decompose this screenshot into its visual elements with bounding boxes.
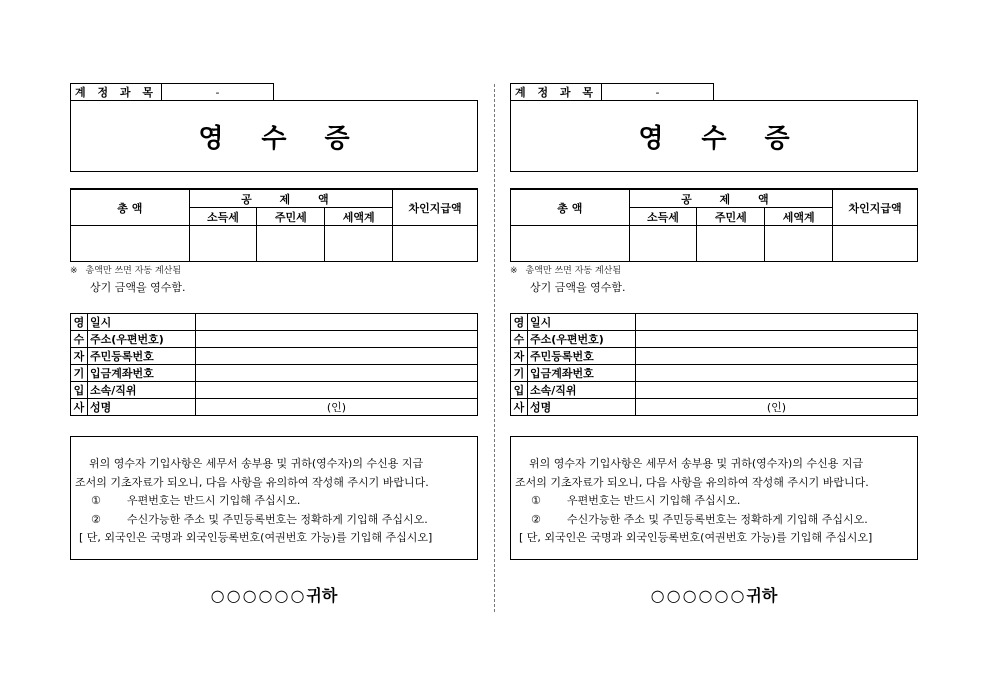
address-label: 주소(우편번호) <box>528 331 636 348</box>
addressee-suffix: 귀하 <box>746 586 778 605</box>
addressee <box>70 583 478 606</box>
cut-line <box>494 84 495 612</box>
account-subject-field[interactable]: - <box>655 85 660 99</box>
address-field[interactable] <box>196 331 478 348</box>
recipient-info-table <box>70 313 478 416</box>
auto-calc-note <box>70 263 181 276</box>
instruction-item <box>511 492 917 511</box>
tax-total-header: 세액계 <box>765 208 833 226</box>
date-label: 일시 <box>528 314 636 331</box>
resident-tax-field[interactable] <box>257 226 325 262</box>
affiliation-label: 소속/직위 <box>528 382 636 399</box>
net-payment-header: 차인지급액 <box>833 189 918 226</box>
receipt-title: 영수증 <box>198 123 388 154</box>
name-field[interactable]: (인) <box>196 399 478 416</box>
resident-tax-header: 주민세 <box>697 208 765 226</box>
recipient-side-char: 입 <box>511 382 528 399</box>
recipient-side-char: 영 <box>71 314 88 331</box>
recipient-side-char: 사 <box>71 399 88 416</box>
net-payment-field[interactable] <box>393 226 478 262</box>
resident-number-field[interactable] <box>636 348 918 365</box>
affiliation-field[interactable] <box>196 382 478 399</box>
instructions-box <box>70 436 478 560</box>
item-number: ② <box>91 512 101 526</box>
date-label: 일시 <box>88 314 196 331</box>
resident-tax-field[interactable] <box>697 226 765 262</box>
item-number: ① <box>531 494 541 507</box>
resident-number-label: 주민등록번호 <box>88 348 196 365</box>
instruction-line: 위의 영수자 기입사항은 세무서 송부용 및 귀하(영수자)의 수신용 지급 <box>89 457 424 470</box>
recipient-side-char: 기 <box>511 365 528 382</box>
address-field[interactable] <box>636 331 918 348</box>
receipt-confirmation: 상기 금액을 영수함. <box>90 281 186 294</box>
date-field[interactable] <box>636 314 918 331</box>
addressee-placeholder[interactable]: ○○○○○○ <box>210 586 307 605</box>
instruction-line: 조서의 기초자료가 되오니, 다음 사항을 유의하여 작성해 주시기 바랍니다. <box>75 475 429 489</box>
instruction-line: [ 단, 외국인은 국명과 외국인등록번호(여권번호 가능)를 기입해 주십시오] <box>79 531 433 544</box>
receipt-title-box <box>510 100 918 172</box>
instruction-line: 위의 영수자 기입사항은 세무서 송부용 및 귀하(영수자)의 수신용 지급 <box>529 457 864 470</box>
net-payment-header: 차인지급액 <box>393 189 478 226</box>
auto-calc-note <box>510 263 621 276</box>
instruction-line: 조서의 기초자료가 되오니, 다음 사항을 유의하여 작성해 주시기 바랍니다. <box>515 475 869 489</box>
bank-account-label: 입금계좌번호 <box>528 365 636 382</box>
account-subject-field[interactable]: - <box>215 85 220 99</box>
addressee-suffix: 귀하 <box>306 586 338 605</box>
bank-account-field[interactable] <box>636 365 918 382</box>
name-label: 성명 <box>528 399 636 416</box>
account-subject-label: 계 정 과 목 <box>71 84 162 100</box>
item-number: ② <box>531 512 541 526</box>
instruction-item <box>511 511 917 530</box>
amount-table <box>510 188 918 262</box>
name-label: 성명 <box>88 399 196 416</box>
resident-tax-header: 주민세 <box>257 208 325 226</box>
receipt-confirmation: 상기 금액을 영수함. <box>530 281 626 294</box>
recipient-side-char: 수 <box>71 331 88 348</box>
receipt-title: 영수증 <box>638 123 828 154</box>
item-number: ① <box>91 494 101 507</box>
recipient-side-char: 수 <box>511 331 528 348</box>
total-amount-header: 총 액 <box>511 189 630 226</box>
addressee-placeholder[interactable]: ○○○○○○ <box>650 586 747 605</box>
net-payment-field[interactable] <box>833 226 918 262</box>
tax-total-header: 세액계 <box>325 208 393 226</box>
instruction-item <box>71 492 477 511</box>
instruction-item <box>71 511 477 530</box>
instruction-line: [ 단, 외국인은 국명과 외국인등록번호(여권번호 가능)를 기입해 주십시오] <box>519 531 873 544</box>
total-amount-field[interactable] <box>71 226 190 262</box>
receipt-title-box <box>70 100 478 172</box>
recipient-side-char: 자 <box>511 348 528 365</box>
account-subject-label: 계 정 과 목 <box>511 84 602 100</box>
addressee <box>510 583 918 606</box>
address-label: 주소(우편번호) <box>88 331 196 348</box>
resident-number-label: 주민등록번호 <box>528 348 636 365</box>
account-subject-box <box>70 83 274 101</box>
date-field[interactable] <box>196 314 478 331</box>
recipient-side-char: 영 <box>511 314 528 331</box>
deduction-header: 공 제 액 <box>629 189 833 208</box>
income-tax-header: 소득세 <box>189 208 257 226</box>
total-amount-field[interactable] <box>511 226 630 262</box>
tax-total-field[interactable] <box>765 226 833 262</box>
affiliation-field[interactable] <box>636 382 918 399</box>
receipt-form <box>70 83 478 613</box>
item-text: 우편번호는 반드시 기입해 주십시오. <box>567 494 741 507</box>
income-tax-header: 소득세 <box>629 208 697 226</box>
name-field[interactable]: (인) <box>636 399 918 416</box>
tax-total-field[interactable] <box>325 226 393 262</box>
bank-account-field[interactable] <box>196 365 478 382</box>
item-text: 우편번호는 반드시 기입해 주십시오. <box>127 494 301 507</box>
recipient-side-char: 기 <box>71 365 88 382</box>
income-tax-field[interactable] <box>189 226 257 262</box>
resident-number-field[interactable] <box>196 348 478 365</box>
deduction-header: 공 제 액 <box>189 189 393 208</box>
recipient-info-table <box>510 313 918 416</box>
affiliation-label: 소속/직위 <box>88 382 196 399</box>
receipt-form-copy <box>510 83 918 613</box>
recipient-side-char: 자 <box>71 348 88 365</box>
instructions-box <box>510 436 918 560</box>
income-tax-field[interactable] <box>629 226 697 262</box>
note-mark: ※ <box>510 266 518 276</box>
total-amount-header: 총 액 <box>71 189 190 226</box>
bank-account-label: 입금계좌번호 <box>88 365 196 382</box>
recipient-side-char: 사 <box>511 399 528 416</box>
note-mark: ※ <box>70 266 78 276</box>
item-text: 수신가능한 주소 및 주민등록번호는 정확하게 기입해 주십시오. <box>567 512 868 526</box>
note-text: 총액만 쓰면 자동 계산됨 <box>85 266 182 276</box>
item-text: 수신가능한 주소 및 주민등록번호는 정확하게 기입해 주십시오. <box>127 512 428 526</box>
recipient-side-char: 입 <box>71 382 88 399</box>
note-text: 총액만 쓰면 자동 계산됨 <box>525 266 622 276</box>
amount-table <box>70 188 478 262</box>
account-subject-box <box>510 83 714 101</box>
